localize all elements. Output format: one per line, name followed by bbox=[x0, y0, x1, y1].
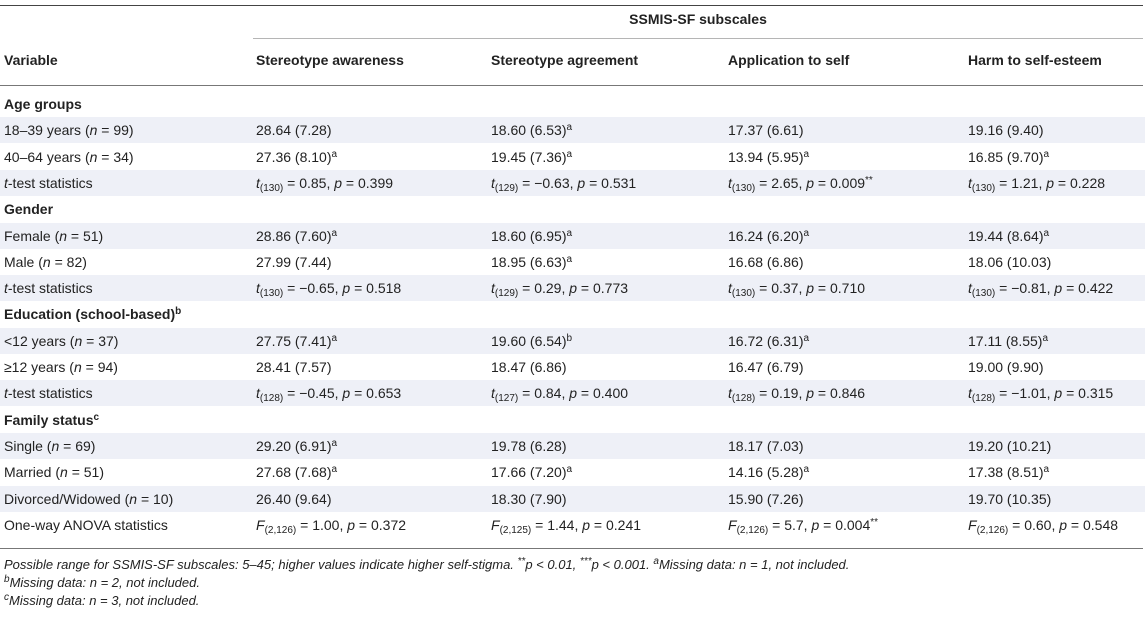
table-cell: 27.36 $(8.10)^a$ bbox=[256, 148, 338, 165]
table-cell: 27.68 $(7.68)^a$ bbox=[256, 464, 338, 481]
table-cell: 17.38 $(8.51)^a$ bbox=[968, 464, 1050, 481]
table-row bbox=[0, 380, 1145, 406]
table-cell: $t_{(130)} = -0.81$, p = 0.422 bbox=[968, 280, 1114, 300]
header-stereotype-awareness: Stereotype awareness bbox=[256, 52, 404, 68]
footnote-main: Possible range for SSMIS-SF subscales: 5–45; higher values indicate higher self-stigma. **p < 0.01, ***p < 0.001. $^a$Missing data: n = 1, not included. bbox=[4, 556, 850, 572]
row-label: 40–64 years (n = 34) bbox=[4, 148, 134, 165]
table-cell: 17.66 $(7.20)^a$ bbox=[491, 464, 573, 481]
table-row bbox=[0, 433, 1145, 459]
row-label: Single (n = 69) bbox=[4, 437, 96, 454]
row-label: t-test statistics bbox=[4, 174, 93, 191]
table-row bbox=[0, 354, 1145, 380]
table-cell: 19.00 (9.90) bbox=[968, 359, 1044, 375]
row-label: Female (n = 51) bbox=[4, 227, 104, 244]
group-row bbox=[0, 407, 1145, 433]
table-cell: 18.95 $(6.63)^a$ bbox=[491, 253, 573, 270]
table-cell: 16.85 $(9.70)^a$ bbox=[968, 148, 1050, 165]
table-cell: $t_{(129)} = 0.29$, p = 0.773 bbox=[491, 280, 629, 300]
header-harm-to-self-esteem: Harm to self-esteem bbox=[968, 52, 1102, 68]
table-cell: $t_{(128)} = -0.45$, p = 0.653 bbox=[256, 385, 402, 405]
table-cell: 18.60 $(6.53)^a$ bbox=[491, 122, 573, 139]
table-cell: 13.94 $(5.95)^a$ bbox=[728, 148, 810, 165]
group-row bbox=[0, 196, 1145, 222]
table-bottom-rule bbox=[0, 548, 1143, 549]
table-cell: $F_{(2,125)} = 1.44$, p = 0.241 bbox=[491, 516, 642, 536]
table-cell: 16.72 $(6.31)^a$ bbox=[728, 332, 810, 349]
table-cell: 18.17 (7.03) bbox=[728, 437, 804, 454]
group-row bbox=[0, 91, 1145, 117]
table-cell: 26.40 (9.64) bbox=[256, 490, 332, 507]
table-cell: 27.99 (7.44) bbox=[256, 253, 332, 270]
table-row bbox=[0, 486, 1145, 512]
group-label: Education (school-based)$^b$ bbox=[4, 306, 182, 323]
table-row bbox=[0, 249, 1145, 275]
table-cell: 17.11 $(8.55)^a$ bbox=[968, 332, 1049, 349]
spanner-title: SSMIS-SF subscales bbox=[629, 11, 767, 27]
table-cell: 14.16 $(5.28)^a$ bbox=[728, 464, 810, 481]
table-row bbox=[0, 144, 1145, 170]
table-row bbox=[0, 170, 1145, 196]
row-label: <12 years (n = 37) bbox=[4, 332, 119, 349]
row-label: Married (n = 51) bbox=[4, 464, 105, 481]
table-cell: 16.47 (6.79) bbox=[728, 359, 804, 375]
table-cell: $t_{(129)} = -0.63$, p = 0.531 bbox=[491, 174, 637, 194]
table-cell: $t_{(128)} = -1.01$, p = 0.315 bbox=[968, 385, 1114, 405]
table-row bbox=[0, 512, 1145, 538]
table-cell: 19.60 $(6.54)^b$ bbox=[491, 332, 573, 349]
footnote-b: $^b$Missing data: n = 2, not included. bbox=[4, 574, 200, 590]
table-cell: $t_{(130)} = -0.65$, p = 0.518 bbox=[256, 280, 402, 300]
row-label: t-test statistics bbox=[4, 385, 93, 402]
table-cell: 19.16 (9.40) bbox=[968, 122, 1044, 139]
table-row bbox=[0, 223, 1145, 249]
table-cell: 18.47 (6.86) bbox=[491, 359, 567, 375]
row-label: ≥12 years (n = 94) bbox=[4, 359, 118, 375]
row-label: t-test statistics bbox=[4, 280, 93, 297]
table-cell: $F_{(2,126)} = 0.60$, p = 0.548 bbox=[968, 516, 1119, 536]
header-application-to-self: Application to self bbox=[728, 52, 850, 68]
group-label: Age groups bbox=[4, 96, 82, 112]
footnote-c: $^c$Missing data: n = 3, not included. bbox=[4, 592, 200, 608]
table-cell: 19.44 $(8.64)^a$ bbox=[968, 227, 1050, 244]
table-cell: 18.60 $(6.95)^a$ bbox=[491, 227, 573, 244]
table-cell: 28.86 $(7.60)^a$ bbox=[256, 227, 338, 244]
table-cell: $F_{(2,126)} = 5.7$, p = 0.004** bbox=[728, 516, 879, 536]
table-cell: 18.06 (10.03) bbox=[968, 253, 1052, 270]
table-cell: 19.70 (10.35) bbox=[968, 490, 1052, 507]
table-cell: 16.24 $(6.20)^a$ bbox=[728, 227, 810, 244]
row-label: 18–39 years (n = 99) bbox=[4, 122, 134, 139]
table-cell: 28.64 (7.28) bbox=[256, 122, 332, 139]
header-variable: Variable bbox=[4, 52, 58, 68]
row-label: Divorced/Widowed (n = 10) bbox=[4, 490, 174, 507]
table-cell: $t_{(127)} = 0.84$, p = 0.400 bbox=[491, 385, 629, 405]
table-cell: 15.90 (7.26) bbox=[728, 490, 804, 507]
group-label: Gender bbox=[4, 201, 54, 218]
table-cell: 19.20 (10.21) bbox=[968, 437, 1052, 454]
table-cell: 19.78 (6.28) bbox=[491, 437, 567, 454]
table-cell: $t_{(128)} = 0.19$, p = 0.846 bbox=[728, 385, 866, 405]
table-row bbox=[0, 117, 1145, 143]
table-cell: $t_{(130)} = 0.85$, p = 0.399 bbox=[256, 174, 394, 194]
row-label: One-way ANOVA statistics bbox=[4, 516, 168, 533]
table-cell: 16.68 (6.86) bbox=[728, 253, 804, 270]
row-label: Male (n = 82) bbox=[4, 253, 87, 270]
header-rule bbox=[0, 85, 1143, 86]
table-row bbox=[0, 275, 1145, 301]
table-row bbox=[0, 459, 1145, 485]
group-row bbox=[0, 301, 1145, 327]
header-stereotype-agreement: Stereotype agreement bbox=[491, 52, 639, 68]
table-row bbox=[0, 328, 1145, 354]
table-cell: $t_{(130)} = 2.65$, p = 0.009** bbox=[728, 174, 873, 194]
table-cell: 27.75 $(7.41)^a$ bbox=[256, 332, 338, 349]
spanner-rule bbox=[253, 38, 1143, 39]
table-cell: 19.45 $(7.36)^a$ bbox=[491, 148, 573, 165]
table-cell: 18.30 (7.90) bbox=[491, 490, 567, 507]
table-top-rule bbox=[0, 5, 1143, 6]
table-cell: $F_{(2,126)} = 1.00$, p = 0.372 bbox=[256, 516, 407, 536]
table-cell: $t_{(130)} = 1.21$, p = 0.228 bbox=[968, 174, 1106, 194]
group-label: Family status$^c$ bbox=[4, 411, 100, 428]
table-cell: 17.37 (6.61) bbox=[728, 122, 804, 139]
table-cell: 28.41 (7.57) bbox=[256, 359, 332, 375]
table-cell: $t_{(130)} = 0.37$, p = 0.710 bbox=[728, 280, 866, 300]
table-footnotes bbox=[4, 556, 849, 610]
table-cell: 29.20 $(6.91)^a$ bbox=[256, 437, 338, 454]
